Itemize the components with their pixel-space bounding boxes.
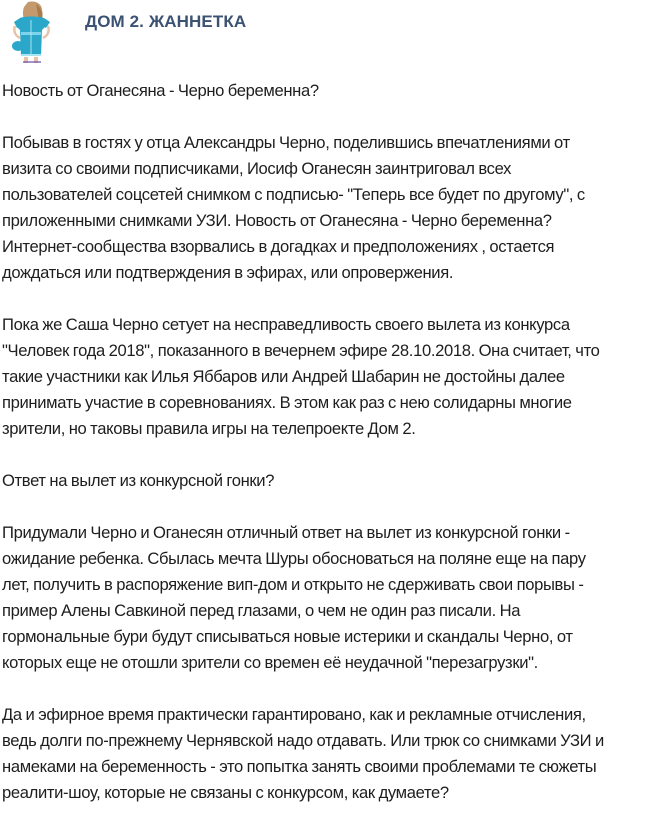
post-body <box>2 78 666 832</box>
woman-in-blue-dress-avatar-icon <box>8 0 56 66</box>
paragraph-line: лет, получить в распоряжение вип-дом и открыто не сдерживать свои порывы - <box>2 575 584 594</box>
paragraph-line: принимать участие в соревнованиях. В этом как раз с нею солидарны многие <box>2 393 572 412</box>
paragraph-line: реалити-шоу, которые не связаны с конкурсом, как думаете? <box>2 783 449 802</box>
paragraph-line: визита со своими подписчиками, Иосиф Оганесян заинтриговал всех <box>2 159 512 178</box>
group-title[interactable]: ДОМ 2. ЖАННЕТКА <box>85 12 247 31</box>
paragraph-line: Пока же Саша Черно сетует на несправедливость своего вылета из конкурса <box>2 315 570 334</box>
paragraph-contest <box>2 312 666 442</box>
paragraph-line: пользователей соцсетей снимком с подписью- "Теперь все будет по другому", с <box>2 185 585 204</box>
paragraph-line: гормональные бури будут списываться новые истерики и скандалы Черно, от <box>2 627 573 646</box>
headline-pregnancy-news <box>2 78 666 104</box>
headline-answer <box>2 468 666 494</box>
paragraph-line: такие участники как Илья Яббаров или Андрей Шабарин не достойны далее <box>2 367 565 386</box>
avatar[interactable] <box>8 0 56 66</box>
paragraph-airtime <box>2 702 666 806</box>
paragraph-visit <box>2 130 666 286</box>
paragraph-line: "Человек года 2018", показанного в вечернем эфире 28.10.2018. Она считает, что <box>2 341 600 360</box>
paragraph-line: Побывав в гостях у отца Александры Черно, поделившись впечатлениями от <box>2 133 570 152</box>
paragraph-line: пример Алены Савкиной перед глазами, о чем не один раз писали. На <box>2 601 521 620</box>
paragraph-line: намеками на беременность - это попытка занять своими проблемами те сюжеты <box>2 757 597 776</box>
paragraph-line: Да и эфирное время практически гарантировано, как и рекламные отчисления, <box>2 705 586 724</box>
paragraph-answer <box>2 520 666 676</box>
paragraph-line: Интернет-сообщества взорвались в догадках и предположениях , остается <box>2 237 555 256</box>
paragraph-line: приложенными снимками УЗИ. Новость от Оганесяна - Черно беременна? <box>2 211 552 230</box>
paragraph-line: ведь долги по-прежнему Чернявской надо отдавать. Или трюк со снимками УЗИ и <box>2 731 604 750</box>
paragraph-line: дождаться или подтверждения в эфирах, или опровержения. <box>2 263 454 282</box>
post-header <box>0 0 670 72</box>
paragraph-line: зрители, но таковы правила игры на телепроекте Дом 2. <box>2 419 416 438</box>
headline-text: Ответ на вылет из конкурсной гонки? <box>2 471 275 490</box>
headline-text: Новость от Оганесяна - Черно беременна? <box>2 81 319 100</box>
paragraph-line: Придумали Черно и Оганесян отличный ответ на вылет из конкурсной гонки - <box>2 523 570 542</box>
paragraph-line: ожидание ребенка. Сбылась мечта Шуры обосноваться на поляне еще на пару <box>2 549 586 568</box>
paragraph-line: которых еще не отошли зрители со времен её неудачной "перезагрузки". <box>2 653 538 672</box>
